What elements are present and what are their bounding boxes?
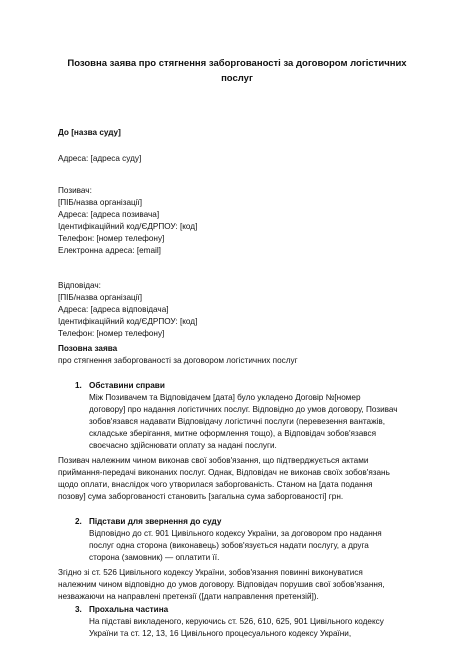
plaintiff-name: [ПІБ/назва організації]: [58, 198, 143, 208]
section-2-line: сторона (замовник) — оплатити її.: [89, 553, 220, 563]
court-address: Адреса: [адреса суду]: [58, 154, 142, 163]
section-2-line: Відповідно до ст. 901 Цивільного кодексу України, за договором про надання: [89, 529, 382, 538]
plaintiff-phone: Телефон: [номер телефону]: [58, 234, 165, 244]
section-1-line: договору] про надання логістичних послуг. Відповідно до умов договору, Позивач: [89, 405, 398, 415]
plaintiff-address: Адреса: [адреса позивача]: [58, 210, 160, 220]
defendant-heading: Відповідач:: [58, 281, 101, 290]
paragraph-1: [58, 455, 418, 503]
paragraph-line: Позивач належним чином виконав свої зобов'язання, що підтверджується актами: [58, 456, 369, 465]
section-1-line: Між Позивачем та Відповідачем [дата] було укладено Договір №[номер: [89, 393, 361, 402]
title-line-1: Позовна заява про стягнення заборгованості за договором логістичних: [67, 58, 407, 69]
section-3-body: [89, 616, 419, 640]
claim-heading-block: [58, 343, 298, 367]
section-3-title: Прохальна частина: [89, 605, 169, 614]
paragraph-line: позову] сума заборгованості становить [загальна сума заборгованості] грн.: [58, 492, 344, 502]
section-2-number: 2.: [75, 517, 82, 526]
plaintiff-heading: Позивач:: [58, 186, 92, 195]
section-1-heading: [75, 380, 165, 392]
section-2-title: Підстави для звернення до суду: [89, 517, 222, 526]
paragraph-line: Згідно зі ст. 526 Цивільного кодексу України, зобов'язання повинні виконуватися: [58, 568, 363, 577]
section-1-number: 1.: [75, 381, 82, 390]
paragraph-line: належним чином відповідно до умов договору. Відповідач порушив свої зобов'язання,: [58, 580, 385, 590]
section-3-number: 3.: [75, 605, 82, 614]
defendant-address: Адреса: [адреса відповідача]: [58, 305, 169, 315]
defendant-id-code: Ідентифікаційний код/ЄДРПОУ: [код]: [58, 317, 198, 327]
paragraph-line: приймання-передачі виконаних послуг. Однак, Відповідач не виконав своїх зобов'язань: [58, 468, 390, 478]
section-1-line: зобов'язався надавати Відповідачу логістичні послуги (перевезення вантажів,: [89, 417, 385, 427]
section-2-line: послуг одна сторона (виконавець) зобов'язується надати послугу, а друга: [89, 541, 369, 551]
defendant-block: [58, 280, 197, 340]
paragraph-line: щодо оплати, внаслідок чого утворилася заборгованість. Станом на [дата подання: [58, 480, 373, 490]
section-3-line: України та ст. 12, 13, 16 Цивільного процесуального кодексу України,: [89, 629, 352, 639]
plaintiff-id-code: Ідентифікаційний код/ЄДРПОУ: [код]: [58, 222, 198, 232]
section-1-line: складське зберігання, митне оформлення тощо), а Відповідач зобов'язався: [89, 429, 377, 439]
section-1-body: [89, 392, 419, 452]
section-1-line: своєчасно здійснювати оплату за надані послуги.: [89, 441, 277, 451]
section-2-heading: [75, 516, 221, 528]
claim-subtitle: про стягнення заборгованості за договором логістичних послуг: [58, 356, 298, 366]
section-3-line: На підставі викладеного, керуючись ст. 526, 610, 625, 901 Цивільного кодексу: [89, 617, 384, 626]
paragraph-line: незважаючи на направлені претензії ([дати направлення претензій]).: [58, 592, 319, 602]
paragraph-2: [58, 567, 418, 603]
plaintiff-block: [58, 185, 197, 258]
section-1-title: Обставини справи: [89, 381, 165, 390]
court-name: До [назва суду]: [58, 128, 121, 137]
plaintiff-email: Електронна адреса: [email]: [58, 246, 161, 256]
document-title: [60, 56, 414, 86]
claim-heading: Позовна заява: [58, 344, 118, 353]
section-3-heading: [75, 604, 168, 616]
title-line-2: послуг: [221, 73, 253, 84]
section-2-body: [89, 528, 419, 564]
defendant-phone: Телефон: [номер телефону]: [58, 329, 165, 339]
defendant-name: [ПІБ/назва організації]: [58, 293, 143, 303]
